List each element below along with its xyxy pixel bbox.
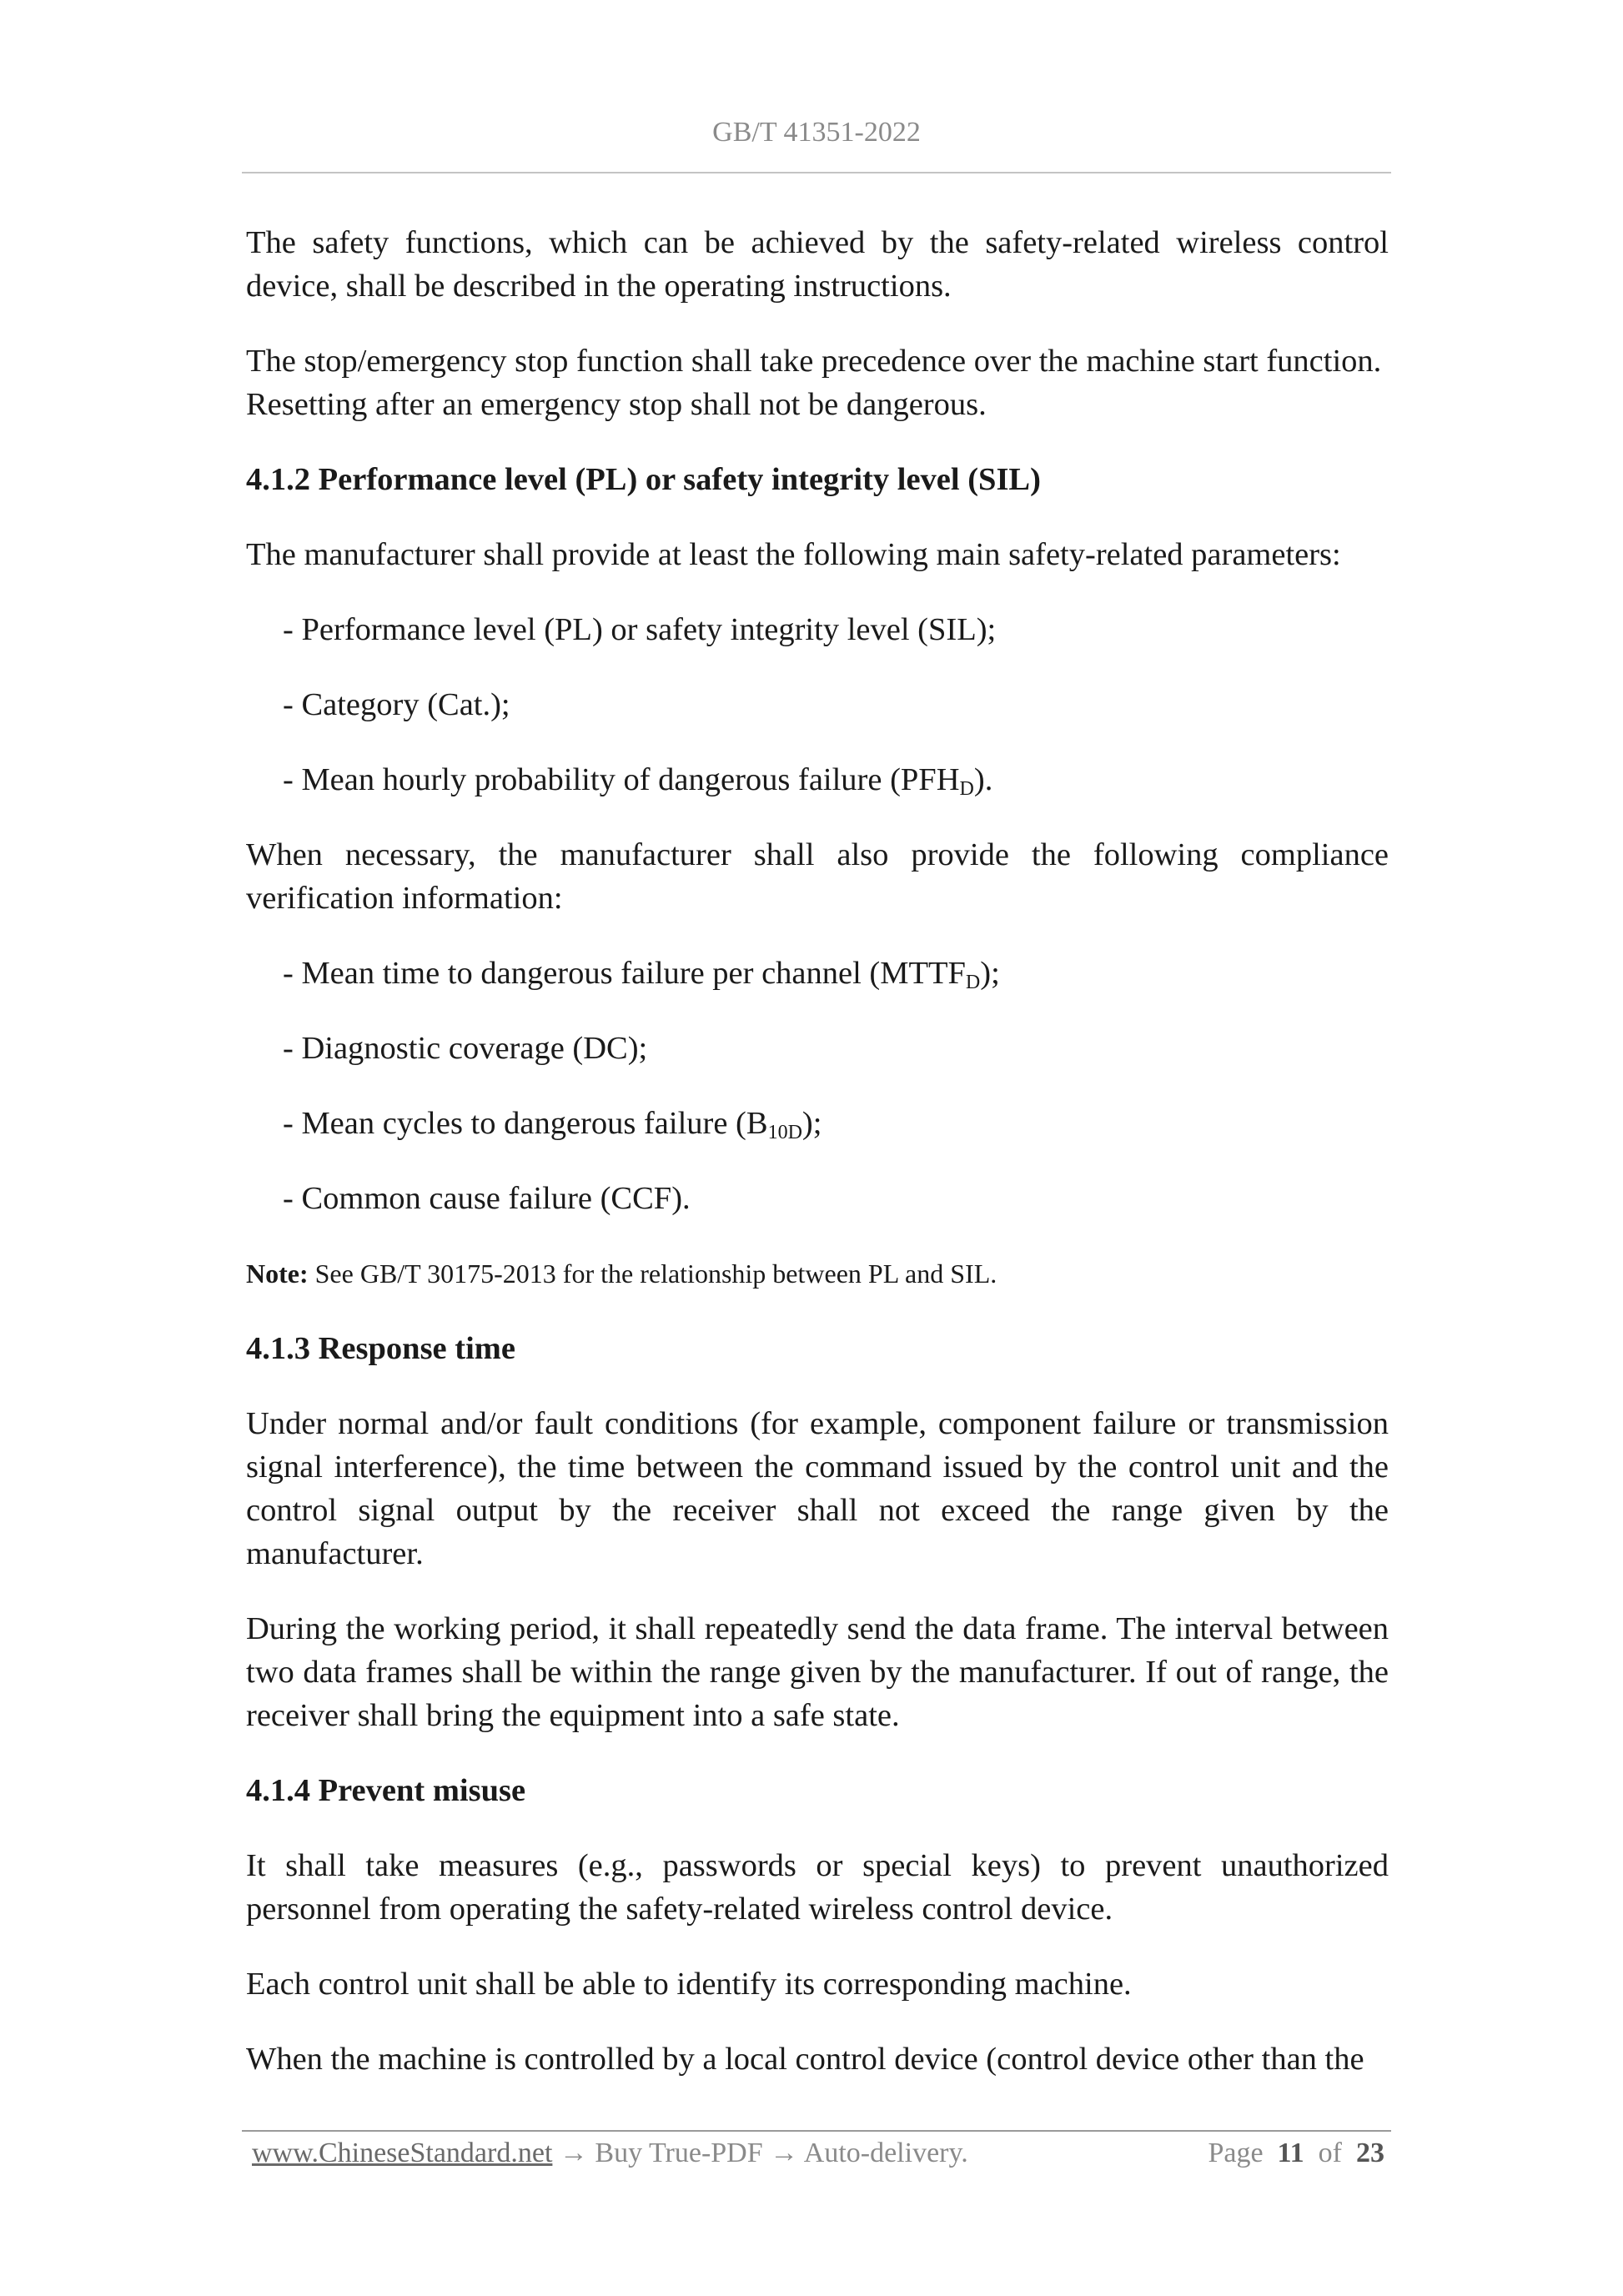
paragraph-local-control: When the machine is controlled by a local control device (control device other than the <box>246 2042 1364 2077</box>
list-item-ccf: - Common cause failure (CCF). <box>283 1181 691 1216</box>
note-label: Note: <box>246 1259 309 1289</box>
paragraph-main-parameters: The manufacturer shall provide at least the following main safety-related parameters: <box>246 537 1341 572</box>
paragraph-safety-functions: The safety functions, which can be achieved by the safety-related wireless control device, shall be described in the operating instructions. <box>246 225 1389 304</box>
list-item-mttfd: - Mean time to dangerous failure per channel $(MTTF_D)$; <box>283 956 1000 993</box>
list-item-category: - Category (Cat.); <box>283 687 510 722</box>
paragraph-stop-function: The stop/emergency stop function shall take precedence over the machine start function. Resetting after an emergency stop shall not be dangerous. <box>246 344 1382 422</box>
paragraph-verification-info: When necessary, the manufacturer shall also provide the following compliance verification information: <box>246 837 1389 916</box>
paragraph-response-normal: Under normal and/or fault conditions (for example, component failure or transmission signal interference), the time between the command issued by the control unit and the control signal output by the receiver shall not exceed the range given by the manufacturer. <box>246 1406 1389 1571</box>
note: Note: See GB/T 30175-2013 for the relationship between PL and SIL. <box>246 1259 997 1289</box>
page-number: Page 11 of 23 <box>1208 2138 1384 2168</box>
paragraph-measures: It shall take measures (e.g., passwords or special keys) to prevent unauthorized personnel from operating the safety-related wireless control device. <box>246 1848 1389 1927</box>
footer-promo-text: → Buy True-PDF → Auto-delivery. <box>552 2138 968 2168</box>
paragraph-identify-machine: Each control unit shall be able to identify its corresponding machine. <box>246 1967 1132 2002</box>
footer-divider <box>242 2130 1391 2132</box>
heading-4-1-4: 4.1.4 Prevent misuse <box>246 1773 526 1808</box>
page-content <box>246 221 1389 2113</box>
paragraph-data-frame: During the working period, it shall repeatedly send the data frame. The interval between two data frames shall be within the range given by the manufacturer. If out of range, the receiver shall bring the equipment into a safe state. <box>246 1611 1389 1733</box>
list-item-pfhd: - Mean hourly probability of dangerous failure $(PFH_D)$. <box>283 762 993 800</box>
heading-4-1-2: 4.1.2 Performance level (PL) or safety integrity level (SIL) <box>246 462 1041 497</box>
footer-left <box>252 2138 968 2169</box>
website-link[interactable]: www.ChineseStandard.net <box>252 2138 553 2168</box>
document-header: GB/T 41351-2022 <box>712 117 921 148</box>
list-item-pl-sil: - Performance level (PL) or safety integrity level (SIL); <box>283 612 997 647</box>
list-item-b10d: - Mean cycles to dangerous failure $(B_{10D})$; <box>283 1106 822 1143</box>
list-item-dc: - Diagnostic coverage (DC); <box>283 1031 648 1066</box>
header-divider <box>242 172 1391 173</box>
heading-4-1-3: 4.1.3 Response time <box>246 1331 515 1366</box>
